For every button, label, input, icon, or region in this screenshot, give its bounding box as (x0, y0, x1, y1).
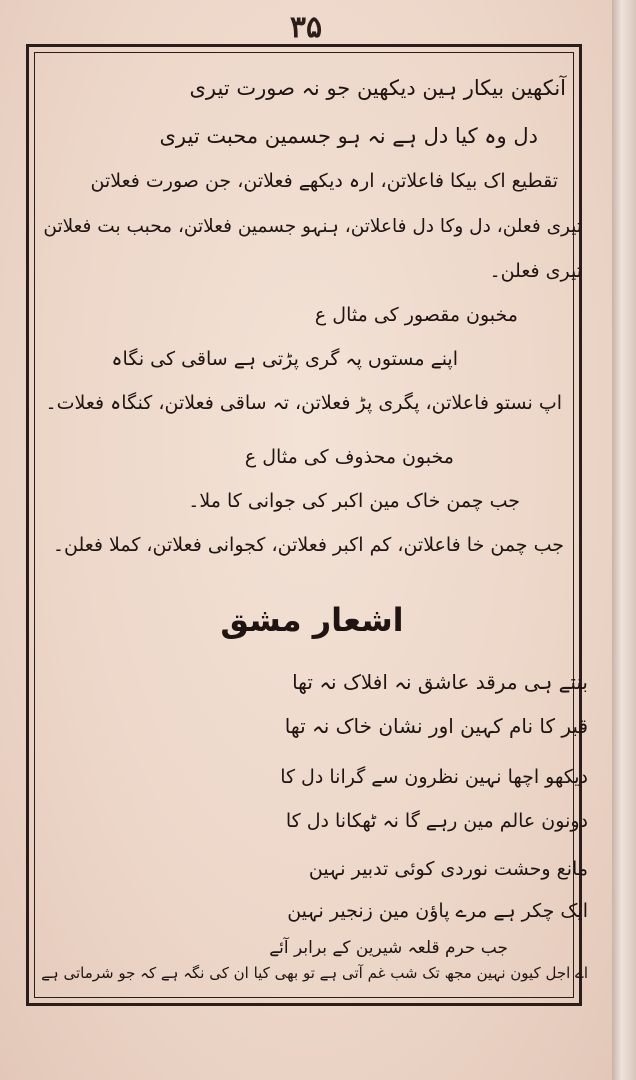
verse-line: ایک چکر ہے مرے پاؤن مین زنجیر نہین (287, 900, 588, 922)
page-text (36, 60, 588, 1000)
verse-line: دونون عالم مین رہے گا نہ ٹھکانا دل کا (285, 810, 588, 832)
verse-line: بنتے ہی مرقد عاشق نہ افلاک نہ تھا (292, 670, 588, 694)
book-spine (612, 0, 636, 1080)
text-line: مخبون محذوف کی مثال ع (244, 446, 454, 468)
verse-line: جب حرم قلعہ شیرین کے برابر آئے (269, 938, 508, 958)
text-line: اپ نستو فاعلاتن، پگری پڑ فعلاتن، تہ ساقی فعلاتن، کنگاہ فعلات۔ (45, 392, 562, 414)
page-number: ۳۵ (289, 10, 323, 45)
verse-line: اے اجل کیون نہین مجھ تک شب غم آتی ہے تو بھی کیا ان کی نگہ ہے کہ جو شرماتی ہے (41, 964, 588, 982)
verse-line: مانع وحشت نوردی کوئی تدبیر نہین (308, 858, 588, 880)
verse-line: دیکھو اچھا نہین نظرون سے گرانا دل کا (280, 766, 588, 788)
text-line: جب چمن خاک مین اکبر کی جوانی کا ملا۔ (188, 490, 520, 512)
verse-line: قبر کا نام کہین اور نشان خاک نہ تھا (284, 714, 588, 738)
text-line: تیری فعلن، دل وکا دل فاعلاتن، ہنہو جسمین فعلاتن، محبب بت فعلاتن (43, 216, 582, 237)
text-line: دل وہ کیا دل ہے نہ ہو جسمین محبت تیری (159, 124, 538, 148)
text-line: مخبون مقصور کی مثال ع (314, 304, 518, 326)
text-line: تیری فعلن۔ (489, 260, 582, 282)
section-heading: اشعار مشق (220, 601, 404, 639)
text-line: جب چمن خا فاعلاتن، کم اکبر فعلاتن، کجوانی فعلاتن، کملا فعلن۔ (52, 534, 564, 556)
text-line: آنکھین بیکار ہین دیکھین جو نہ صورت تیری (189, 76, 566, 100)
text-line: تقطیع اک بیکا فاعلاتن، ارہ دیکھے فعلاتن، جن صورت فعلاتن (90, 170, 558, 192)
text-line: اپنے مستوں پہ گری پڑتی ہے ساقی کی نگاہ (111, 348, 458, 370)
